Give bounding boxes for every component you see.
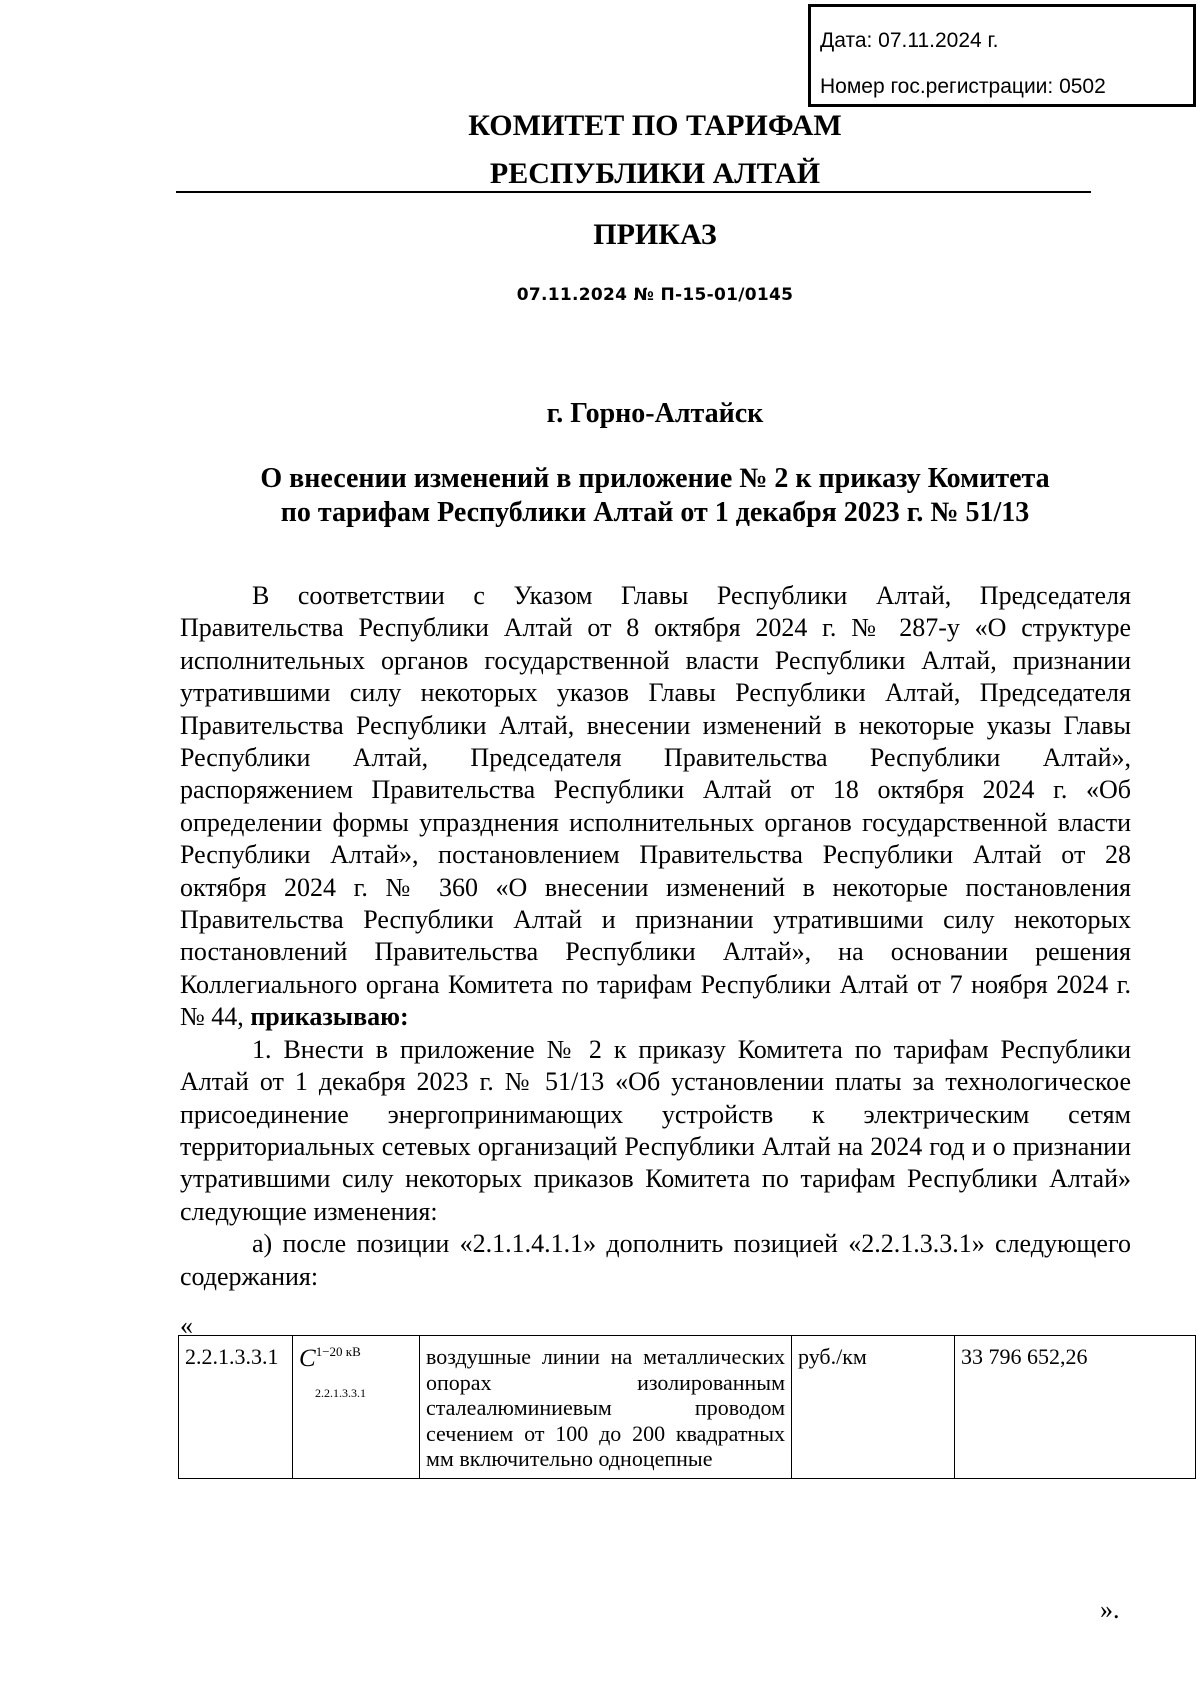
document-number: 07.11.2024 № П-15-01/0145 bbox=[516, 285, 794, 305]
line-description bbox=[420, 1336, 792, 1479]
org-name-line2: РЕСПУБЛИКИ АЛТАЙ bbox=[489, 157, 821, 190]
line-description-text: воздушные линии на металлических опорах изолированным сталеалюминиевым проводом сечением от 100 до 200 квадратных мм включительно одноцепные bbox=[426, 1344, 785, 1471]
document-city: г. Горно-Алтайск bbox=[546, 398, 764, 429]
position-code: 2.2.1.3.3.1 bbox=[179, 1336, 293, 1479]
rate-value: 33 796 652,26 bbox=[955, 1336, 1196, 1479]
subject-line1: О внесении изменений в приложение № 2 к приказу Комитета bbox=[260, 463, 1050, 494]
document-title: ПРИКАЗ bbox=[593, 218, 717, 251]
rate-symbol-superscript: 1−20 кВ bbox=[315, 1344, 361, 1359]
unit-of-measure: руб./км bbox=[792, 1336, 955, 1479]
document-body bbox=[180, 580, 1131, 1293]
org-name-line1: КОМИТЕТ ПО ТАРИФАМ bbox=[468, 109, 842, 142]
quote-open-mark: « bbox=[180, 1311, 193, 1340]
table-row bbox=[179, 1336, 1196, 1479]
registration-stamp bbox=[808, 4, 1196, 107]
rate-symbol-subscript: 2.2.1.3.3.1 bbox=[315, 1386, 366, 1400]
tariff-table bbox=[178, 1335, 1196, 1479]
stamp-registration-number: Номер гос.регистрации: 0502 bbox=[820, 75, 1106, 98]
subject-line2: по тарифам Республики Алтай от 1 декабря 2023 г. № 51/13 bbox=[280, 497, 1030, 528]
stamp-date: Дата: 07.11.2024 г. bbox=[820, 29, 999, 52]
preamble-text: В соответствии с Указом Главы Республики Алтай, Председателя Правительства Республики Алтай от 8 октября 2024 г. № 287-у «О структуре исполнительных органов государственной власти Республики Алтай, признании утратившими силу некоторых указов Главы Республики Алтай, Председателя Правительства Республики Алтай, внесении изменений в некоторые указы Главы Республики Алтай, Председателя Правительства Республики Алтай», распоряжением Правительства Республики Алтай от 18 октября 2024 г. «Об определении формы упразднения исполнительных органов государственной власти Республики Алтай», постановлением Правительства Республики Алтай от 28 октября 2024 г. № 360 «О внесении изменений в некоторые постановления Правительства Республики Алтай и признании утратившими силу некоторых постановлений Правительства Республики Алтай», на основании решения Коллегиального органа Комитета по тарифам Республики Алтай от 7 ноября 2024 г. № 44, bbox=[180, 581, 1131, 1032]
header-divider bbox=[176, 191, 1091, 193]
paragraph-preamble bbox=[180, 580, 1131, 1034]
order-verb: приказываю: bbox=[250, 1002, 409, 1032]
rate-symbol-base: C bbox=[299, 1345, 316, 1372]
quote-close-mark: ». bbox=[1100, 1595, 1120, 1624]
paragraph-item-1: 1. Внести в приложение № 2 к приказу Комитета по тарифам Республики Алтай от 1 декабря 2023 г. № 51/13 «Об установлении платы за технологическое присоединение энергопринимающих устройств к электрическим сетям территориальных сетевых организаций Республики Алтай на 2024 год и о признании утратившими силу некоторых приказов Комитета по тарифам Республики Алтай» следующие изменения: bbox=[180, 1034, 1131, 1226]
rate-symbol bbox=[293, 1336, 420, 1479]
paragraph-item-a: а) после позиции «2.1.1.4.1.1» дополнить позицией «2.2.1.3.3.1» следующего содержания: bbox=[180, 1229, 1131, 1291]
